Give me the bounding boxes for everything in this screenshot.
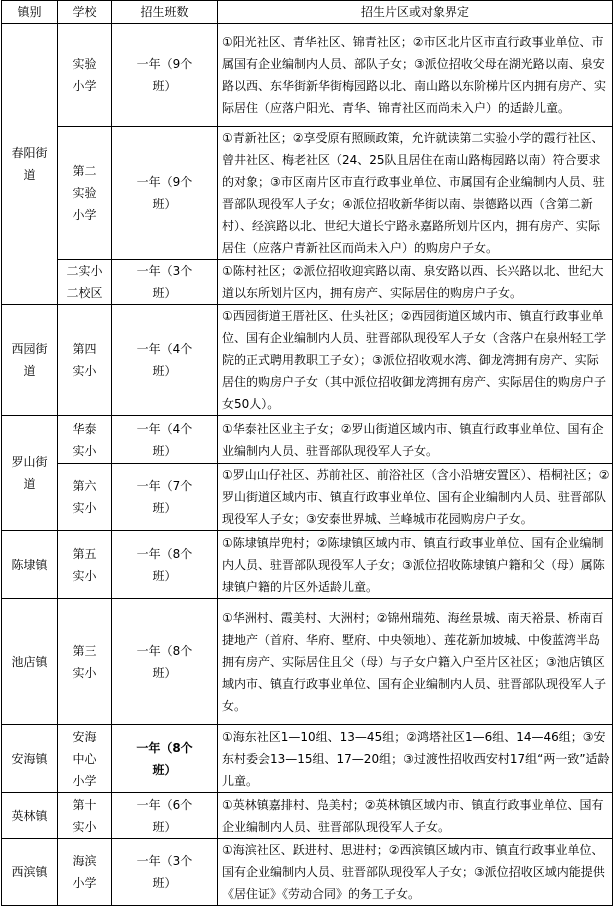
town-cell: 陈埭镇: [2, 531, 58, 599]
classes-cell: 一年（8个班）: [112, 725, 218, 793]
area-cell: ①阳光社区、青华社区、锦青社区；②市区北片区市直行政事业单位、市属国有企业编制内人员、部队子女；③派位招收父母在湖光路以南、泉安路以西、东华街新华街梅园路以北、南山路以东阶梯片区内拥有房产、实际居住（应落户阳光、青华、锦青社区而尚未入户）的适龄儿童。: [218, 24, 613, 127]
header-row: [2, 1, 613, 24]
area-cell: ①海滨社区、跃进村、思进村；②西滨镇区域内市、镇直行政事业单位、国有企业编制内人员、驻晋部队现役军人子女；③派位招收区域内能提供《居住证》《劳动合同》的务工子女。: [218, 839, 613, 906]
area-cell: ①青新社区；②享受原有照顾政策，允许就读第二实验小学的霞行社区、曾井社区、梅老社区（24、25队且居住在南山路梅园路以南）符合要求的对象；③市区南片区市直行政事业单位、市属国有企业编制内人员、驻晋部队现役军人子女；④派位招收新华街以南、崇德路以西（含第二新村）、经滨路以北、世纪大道长宁路永嘉路所划片区内，拥有房产、实际居住（应落户青新社区而尚未入户）的购房户子女。: [218, 127, 613, 260]
area-cell: ①华洲村、霞美村、大洲村；②锦州瑞苑、海丝景城、南天裕景、桥南百捷地产（首府、华府、墅府、中央领地）、莲花新加坡城、中俊蓝湾半岛拥有房产、实际居住且父（母）与子女户籍入户至片区社区；③池店镇区域内市、镇直行政事业单位、国有企业编制内人员、驻晋部队现役军人子女。: [218, 599, 613, 725]
area-cell: ①华泰社区业主子女；②罗山街道区域内市、镇直行政事业单位、国有企业编制内人员、驻晋部队现役军人子女。: [218, 416, 613, 464]
table-row: [2, 464, 613, 531]
town-cell: 春阳街道: [2, 24, 58, 305]
area-cell: ①陈村社区；②派位招收迎宾路以南、泉安路以西、长兴路以北、世纪大道以东所划片区内，拥有房产、实际居住的购房户子女。: [218, 260, 613, 305]
town-cell: 西滨镇: [2, 839, 58, 906]
school-cell: 安海中心小学: [58, 725, 112, 793]
area-cell: ①英林镇嘉排村、凫美村；②英林镇区域内市、镇直行政事业单位、国有企业编制内人员、驻晋部队现役军人子女。: [218, 793, 613, 839]
area-cell: ①罗山山仔社区、苏前社区、前浴社区（含小沿塘安置区）、梧桐社区；②罗山街道区域内市、镇直行政事业单位、国有企业编制内人员、驻晋部队现役军人子女；③安泰世界城、兰峰城市花园购房户子女。: [218, 464, 613, 531]
school-cell: 第三实小: [58, 599, 112, 725]
town-cell: 池店镇: [2, 599, 58, 725]
school-cell: 第六实小: [58, 464, 112, 531]
classes-cell: 一年（3个班）: [112, 260, 218, 305]
school-cell: 华泰实小: [58, 416, 112, 464]
classes-cell: 一年（4个班）: [112, 305, 218, 416]
school-cell: 第二实验小学: [58, 127, 112, 260]
classes-cell: 一年（6个班）: [112, 793, 218, 839]
table-row: [2, 305, 613, 416]
school-cell: 第五实小: [58, 531, 112, 599]
town-cell: 罗山街道: [2, 416, 58, 531]
town-cell: 西园街道: [2, 305, 58, 416]
table-row: [2, 599, 613, 725]
table-row: [2, 127, 613, 260]
header-town: 镇别: [2, 1, 58, 24]
school-cell: 二实小二校区: [58, 260, 112, 305]
classes-cell: 一年（8个班）: [112, 531, 218, 599]
header-school: 学校: [58, 1, 112, 24]
school-cell: 海滨小学: [58, 839, 112, 906]
school-cell: 第十实小: [58, 793, 112, 839]
enrollment-table: [1, 0, 613, 906]
table-row: [2, 839, 613, 906]
classes-cell: 一年（4个班）: [112, 416, 218, 464]
classes-cell: 一年（3个班）: [112, 839, 218, 906]
table-row: [2, 793, 613, 839]
table-row: [2, 531, 613, 599]
classes-cell: 一年（9个班）: [112, 24, 218, 127]
classes-cell: 一年（9个班）: [112, 127, 218, 260]
area-cell: ①海东社区1—10组、13—45组；②鸿塔社区1—6组、14—46组；③安东村委会13—15组、17—20组；③过渡性招收西安村17组“两一致”适龄儿童。: [218, 725, 613, 793]
header-classes: 招生班数: [112, 1, 218, 24]
table-row: [2, 725, 613, 793]
area-cell: ①西园街道王厝社区、仕头社区；②西园街道区域内市、镇直行政事业单位、国有企业编制内人员、驻晋部队现役军人子女（含落户在泉州轻工学院的正式聘用教职工子女）；③派位招收观水湾、御龙湾拥有房产、实际居住的购房户子女（其中派位招收御龙湾拥有房产、实际居住的购房户子女50人）。: [218, 305, 613, 416]
school-cell: 第四实小: [58, 305, 112, 416]
table-row: [2, 416, 613, 464]
table-row: [2, 24, 613, 127]
table-row: [2, 260, 613, 305]
area-cell: ①陈埭镇岸兜村；②陈埭镇区域内市、镇直行政事业单位、国有企业编制内人员、驻晋部队现役军人子女；③派位招收陈埭镇户籍和父（母）属陈埭镇户籍的片区外适龄儿童。: [218, 531, 613, 599]
town-cell: 英林镇: [2, 793, 58, 839]
town-cell: 安海镇: [2, 725, 58, 793]
header-area: 招生片区或对象界定: [218, 1, 613, 24]
classes-cell: 一年（7个班）: [112, 464, 218, 531]
school-cell: 实验小学: [58, 24, 112, 127]
classes-cell: 一年（8个班）: [112, 599, 218, 725]
